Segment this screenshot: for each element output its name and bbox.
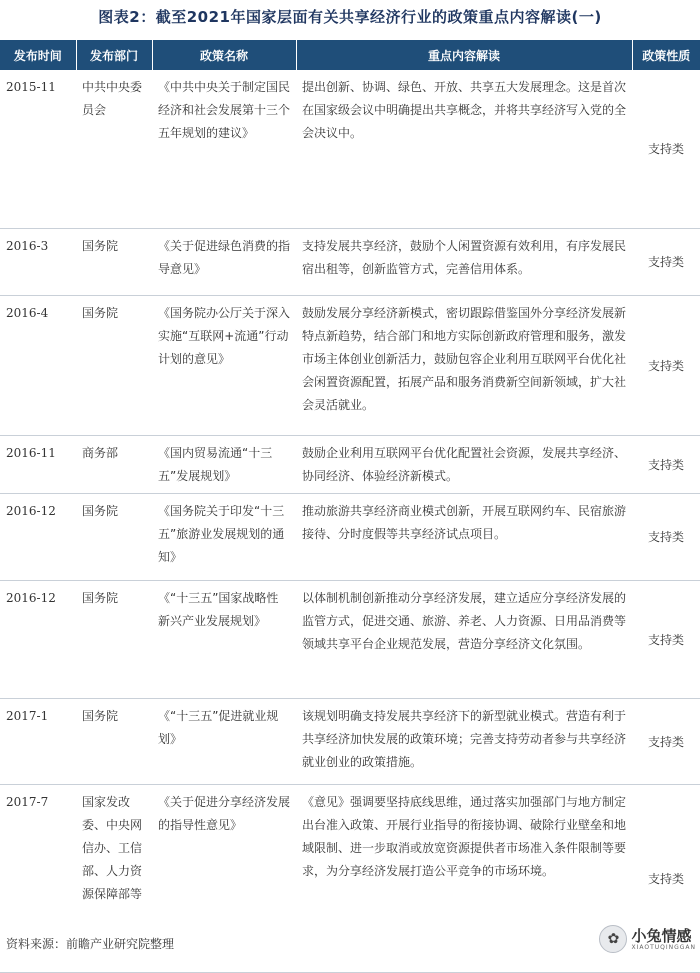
cell-date: 2016-11	[0, 435, 76, 493]
cell-policy-name: 《国务院关于印发“十三五”旅游业发展规划的通知》	[152, 493, 296, 580]
table-row	[0, 435, 700, 493]
table-row	[0, 228, 700, 295]
cell-date: 2017-7	[0, 784, 76, 972]
cell-content: 该规划明确支持发展共享经济下的新型就业模式。营造有利于共享经济加快发展的政策环境；完善支持劳动者参与共享经济就业创业的政策措施。	[296, 698, 632, 784]
cell-content: 鼓励企业利用互联网平台优化配置社会资源，发展共享经济、协同经济、体验经济新模式。	[296, 435, 632, 493]
cell-dept: 国务院	[76, 698, 152, 784]
cell-nature: 支持类	[632, 784, 700, 972]
cell-nature: 支持类	[632, 295, 700, 435]
cell-nature: 支持类	[632, 70, 700, 228]
cell-content: 支持发展共享经济，鼓励个人闲置资源有效利用，有序发展民宿出租等，创新监管方式，完善信用体系。	[296, 228, 632, 295]
policy-table	[0, 40, 700, 973]
brand-name: 小兔情感	[631, 926, 692, 945]
rabbit-icon: ✿	[599, 925, 627, 953]
cell-policy-name: 《中共中央关于制定国民经济和社会发展第十三个五年规划的建议》	[152, 70, 296, 228]
cell-content: 鼓励发展分享经济新模式，密切跟踪借鉴国外分享经济发展新特点新趋势，结合部门和地方实际创新政府管理和服务，激发市场主体创业创新活力，鼓励包容企业利用互联网平台优化社会闲置资源配置，拓展产品和服务消费新空间新领域，扩大社会灵活就业。	[296, 295, 632, 435]
cell-dept: 国务院	[76, 228, 152, 295]
table-row	[0, 698, 700, 784]
header-name: 政策名称	[152, 40, 296, 70]
header-nature: 政策性质	[632, 40, 700, 70]
cell-date: 2016-4	[0, 295, 76, 435]
cell-nature: 支持类	[632, 580, 700, 698]
cell-dept: 中共中央委员会	[76, 70, 152, 228]
cell-date: 2016-12	[0, 493, 76, 580]
cell-nature: 支持类	[632, 228, 700, 295]
cell-policy-name: 《关于促进绿色消费的指导意见》	[152, 228, 296, 295]
cell-nature: 支持类	[632, 493, 700, 580]
table-row	[0, 295, 700, 435]
cell-content: 以体制机制创新推动分享经济发展，建立适应分享经济发展的监管方式，促进交通、旅游、养老、人力资源、日用品消费等领域共享平台企业规范发展，营造分享经济文化氛围。	[296, 580, 632, 698]
cell-date: 2017-1	[0, 698, 76, 784]
source-note: 资料来源：前瞻产业研究院整理	[6, 937, 175, 951]
cell-date: 2016-12	[0, 580, 76, 698]
cell-dept: 国务院	[76, 295, 152, 435]
page-title: 图表2：截至2021年国家层面有关共享经济行业的政策重点内容解读(一)	[98, 8, 602, 26]
cell-content: 《意见》强调要坚持底线思维，通过落实加强部门与地方制定出台准入政策、开展行业指导的衔接协调、破除行业壁垒和地域限制、进一步取消或放宽资源提供者市场准入条件限制等要求，为分享经济发展打造公平竞争的市场环境。	[296, 784, 632, 972]
cell-content: 推动旅游共享经济商业模式创新，开展互联网约车、民宿旅游接待、分时度假等共享经济试点项目。	[296, 493, 632, 580]
header-content: 重点内容解读	[296, 40, 632, 70]
cell-dept: 国务院	[76, 580, 152, 698]
header-dept: 发布部门	[76, 40, 152, 70]
cell-dept: 国务院	[76, 493, 152, 580]
cell-policy-name: 《“十三五”国家战略性新兴产业发展规划》	[152, 580, 296, 698]
table-row	[0, 580, 700, 698]
cell-policy-name: 《国务院办公厅关于深入实施“互联网+流通”行动计划的意见》	[152, 295, 296, 435]
cell-policy-name: 《国内贸易流通“十三五”发展规划》	[152, 435, 296, 493]
table-header-row	[0, 40, 700, 70]
cell-policy-name: 《“十三五”促进就业规划》	[152, 698, 296, 784]
cell-nature: 支持类	[632, 435, 700, 493]
cell-nature: 支持类	[632, 698, 700, 784]
cell-content: 提出创新、协调、绿色、开放、共享五大发展理念。这是首次在国家级会议中明确提出共享概念，并将共享经济写入党的全会决议中。	[296, 70, 632, 228]
cell-policy-name: 《关于促进分享经济发展的指导性意见》	[152, 784, 296, 972]
cell-date: 2015-11	[0, 70, 76, 228]
cell-date: 2016-3	[0, 228, 76, 295]
brand-logo	[599, 925, 696, 953]
header-date: 发布时间	[0, 40, 76, 70]
cell-dept: 商务部	[76, 435, 152, 493]
table-row	[0, 493, 700, 580]
table-row	[0, 70, 700, 228]
brand-text-group	[631, 928, 696, 951]
cell-dept: 国家发改委、中央网信办、工信部、人力资源保障部等	[76, 784, 152, 972]
brand-sub: XIAOTUQINGGAN	[631, 943, 696, 951]
